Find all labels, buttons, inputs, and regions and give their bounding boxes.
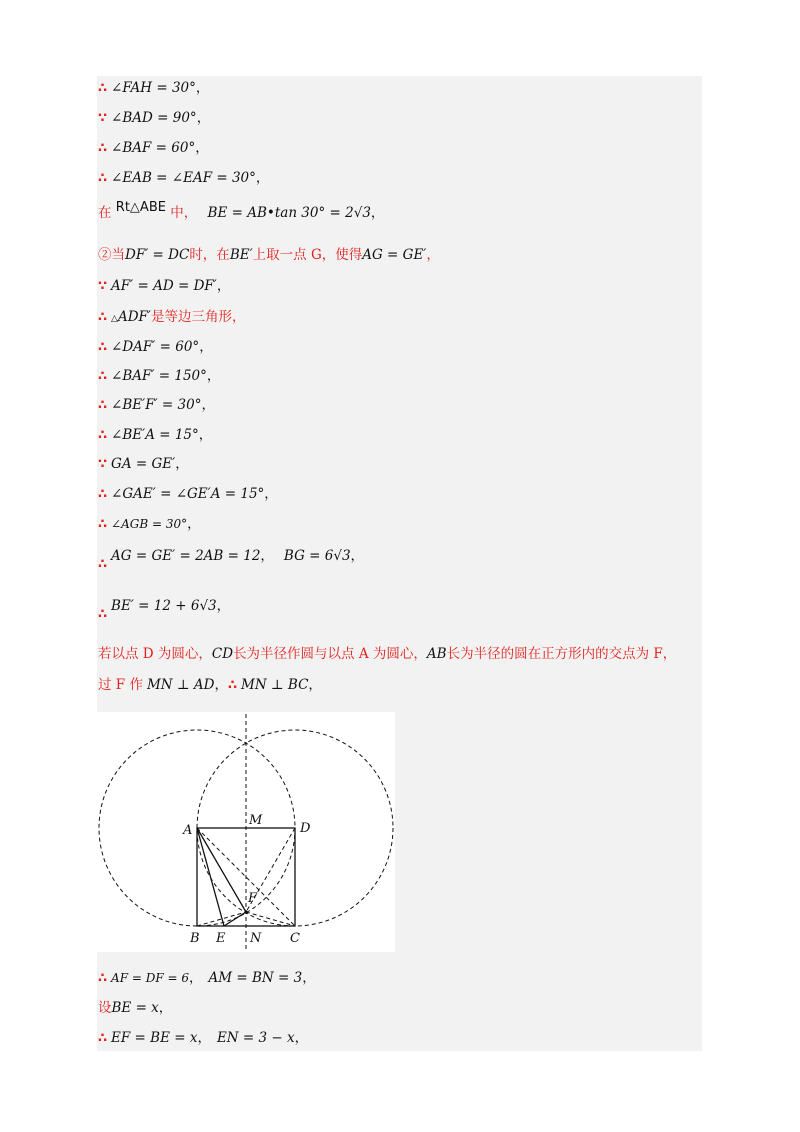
geometry-figure (97, 712, 395, 952)
proof-line-5: 在 Rt△ABE 中， BE = AB•tan 30° = 2√3， (98, 200, 385, 221)
math-expression: ∠BAD = 90° (111, 110, 197, 126)
proof-line-21: 设BE = x， (98, 1000, 173, 1016)
proof-line-9: ∴ ∠DAF′ = 60°， (98, 339, 213, 355)
therefore-symbol: ∴ (98, 141, 108, 156)
case-two-line: ②当DF′ = DC时，在BE′上取一点 G，使得AG = GE′， (98, 247, 440, 263)
math-expression: ∠BAF = 60° (111, 140, 196, 156)
math-expression: BE = AB•tan 30° = 2√3 (207, 205, 371, 221)
proof-line-7: ∵ AF′ = AD = DF′， (98, 278, 231, 294)
because-symbol: ∵ (98, 111, 108, 126)
label-b: B (190, 931, 200, 946)
math-expression: ∠EAB = ∠EAF = 30° (111, 170, 256, 186)
perpendicular-line: 过 F 作 MN ⊥ AD，∴ MN ⊥ BC， (98, 677, 322, 693)
therefore-symbol: ∴ (98, 171, 108, 186)
math-expression: ∠FAH = 30° (111, 80, 196, 96)
circle-construction-line: 若以点 D 为圆心，CD长为半径作圆与以点 A 为圆心，AB长为半径的圆在正方形内的交点为 F， (98, 646, 677, 662)
label-m: M (249, 813, 263, 828)
proof-line-14: ∴ ∠GAE′ = ∠GE′A = 15°， (98, 486, 278, 502)
geometry-diagram (97, 712, 395, 952)
segment-ae (197, 828, 224, 926)
label-e: E (216, 931, 226, 946)
proof-line-13: ∵ GA = GE′， (98, 456, 189, 472)
proof-line-16: ∴AG = GE′ = 2AB = 12， BG = 6√3， (98, 548, 365, 572)
segment-ef (224, 912, 246, 926)
proof-line-10: ∴ ∠BAF′ = 150°， (98, 368, 221, 384)
proof-line-2: ∵ ∠BAD = 90°， (98, 110, 211, 126)
proof-line-20: ∴ AF = DF = 6， AM = BN = 3， (98, 970, 316, 986)
proof-line-4: ∴ ∠EAB = ∠EAF = 30°， (98, 170, 270, 186)
proof-line-17: ∴BE′ = 12 + 6√3， (98, 598, 231, 622)
label-f: F (248, 891, 258, 906)
label-c: C (290, 931, 300, 946)
proof-line-11: ∴ ∠BE′F′ = 30°， (98, 397, 215, 413)
proof-line-3: ∴ ∠BAF = 60°， (98, 140, 209, 156)
proof-line-22: ∴ EF = BE = x， EN = 3 − x， (98, 1030, 309, 1046)
label-d: D (300, 821, 311, 836)
proof-line-8: ∴ △ADF′是等边三角形， (98, 309, 246, 325)
proof-line-12: ∴ ∠BE′A = 15°， (98, 427, 213, 443)
label-a: A (183, 823, 193, 838)
therefore-symbol: ∴ (98, 81, 108, 96)
label-n: N (250, 931, 262, 946)
point-f (244, 910, 247, 913)
proof-line-1: ∴ ∠FAH = 30°， (98, 80, 210, 96)
proof-line-15: ∴ ∠AGB = 30°， (98, 516, 201, 532)
